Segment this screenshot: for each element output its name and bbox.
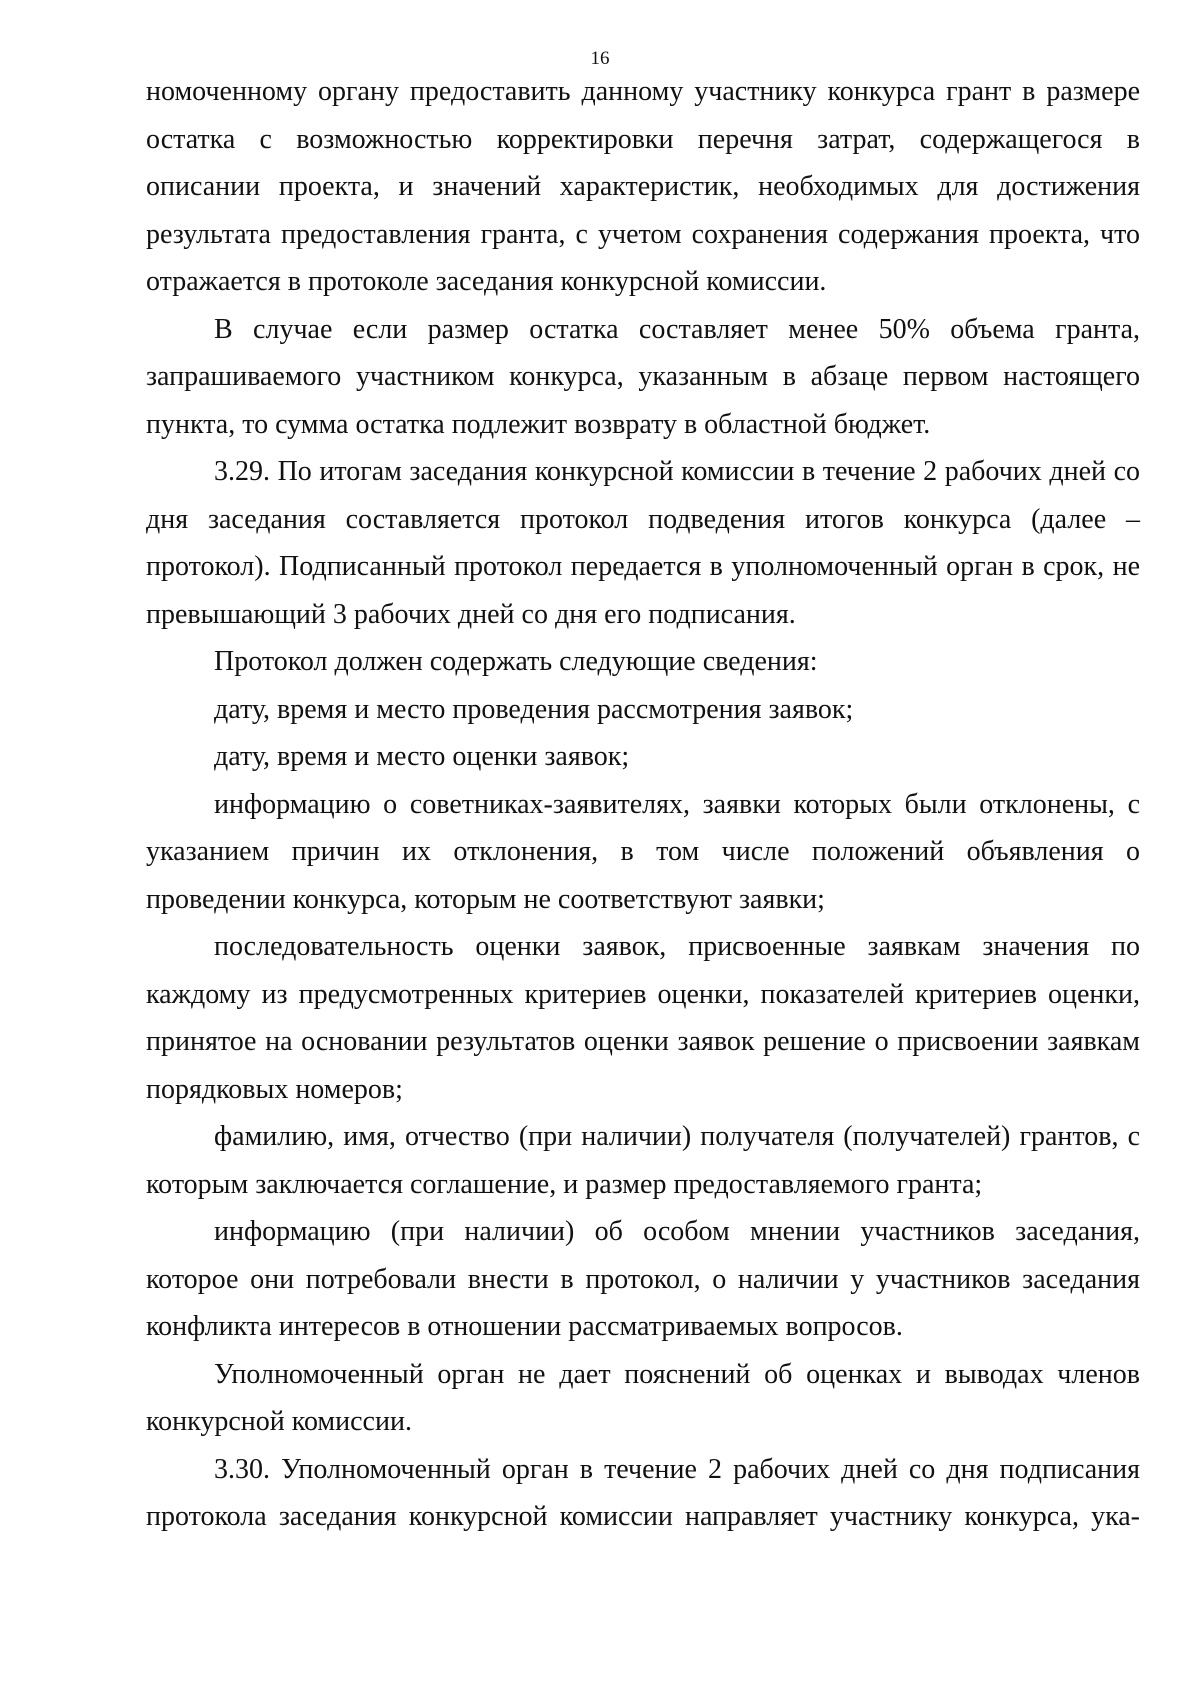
list-item-evaluation-date: дату, время и место оценки заявок; (214, 741, 630, 772)
list-item-recipient-name: фамилию, имя, отчество (при наличии) получателя (получателей) грантов, с которым заключается соглашение, и размер предоставляемого гранта; (146, 1121, 1140, 1200)
paragraph-protocol-contents: Протокол должен содержать следующие сведения: (214, 646, 818, 677)
paragraph-remainder-return: В случае если размер остатка составляет менее 50% объема гранта, запрашиваемого участником конкурса, указанным в абзаце первом настоящего пункта, то сумма остатка подлежит возврату в областной бюджет. (146, 313, 1140, 440)
paragraph-clause-3-29: 3.29. По итогам заседания конкурсной комиссии в течение 2 рабочих дней со дня заседания составляется протокол подведения итогов конкурса (далее – протокол). Подписанный протокол передается в уполномоченный орган в срок, не превышающий 3 рабочих дней со дня его подписания. (146, 456, 1140, 630)
page-number: 16 (590, 48, 610, 69)
list-item-review-date: дату, время и место проведения рассмотрения заявок; (214, 693, 854, 725)
paragraph-no-explanations: Уполномоченный орган не дает пояснений об оценках и выводах членов конкурсной комиссии. (146, 1358, 1140, 1437)
document-body (146, 68, 1140, 1541)
paragraph-continuation: номоченному органу предоставить данному участнику конкурса грант в размере остатка с возможностью корректировки перечня затрат, содержащегося в описании проекта, и значений характеристик, необходимых для достижения результата предоставления гранта, с учетом сохранения содержания проекта, что отражается в протоколе заседания конкурсной комиссии. (146, 76, 1140, 297)
list-item-rejected-applicants: информацию о советниках-заявителях, заявки которых были отклонены, с указанием причин их отклонения, в том числе положений объявления о проведении конкурса, которым не соответствуют заявки; (146, 788, 1140, 915)
list-item-evaluation-sequence: последовательность оценки заявок, присвоенные заявкам значения по каждому из предусмотренных критериев оценки, показателей критериев оценки, принятое на основании результатов оценки заявок решение о присвоении заявкам порядковых номеров; (146, 931, 1140, 1105)
list-item-special-opinion: информацию (при наличии) об особом мнении участников заседания, которое они потребовали внести в протокол, о наличии у участников заседания конфликта интересов в отношении рассматриваемых вопросов. (146, 1216, 1140, 1342)
paragraph-clause-3-30: 3.30. Уполномоченный орган в течение 2 рабочих дней со дня подписания протокола заседания конкурсной комиссии направляет участнику конкурса, ука- (146, 1453, 1140, 1532)
